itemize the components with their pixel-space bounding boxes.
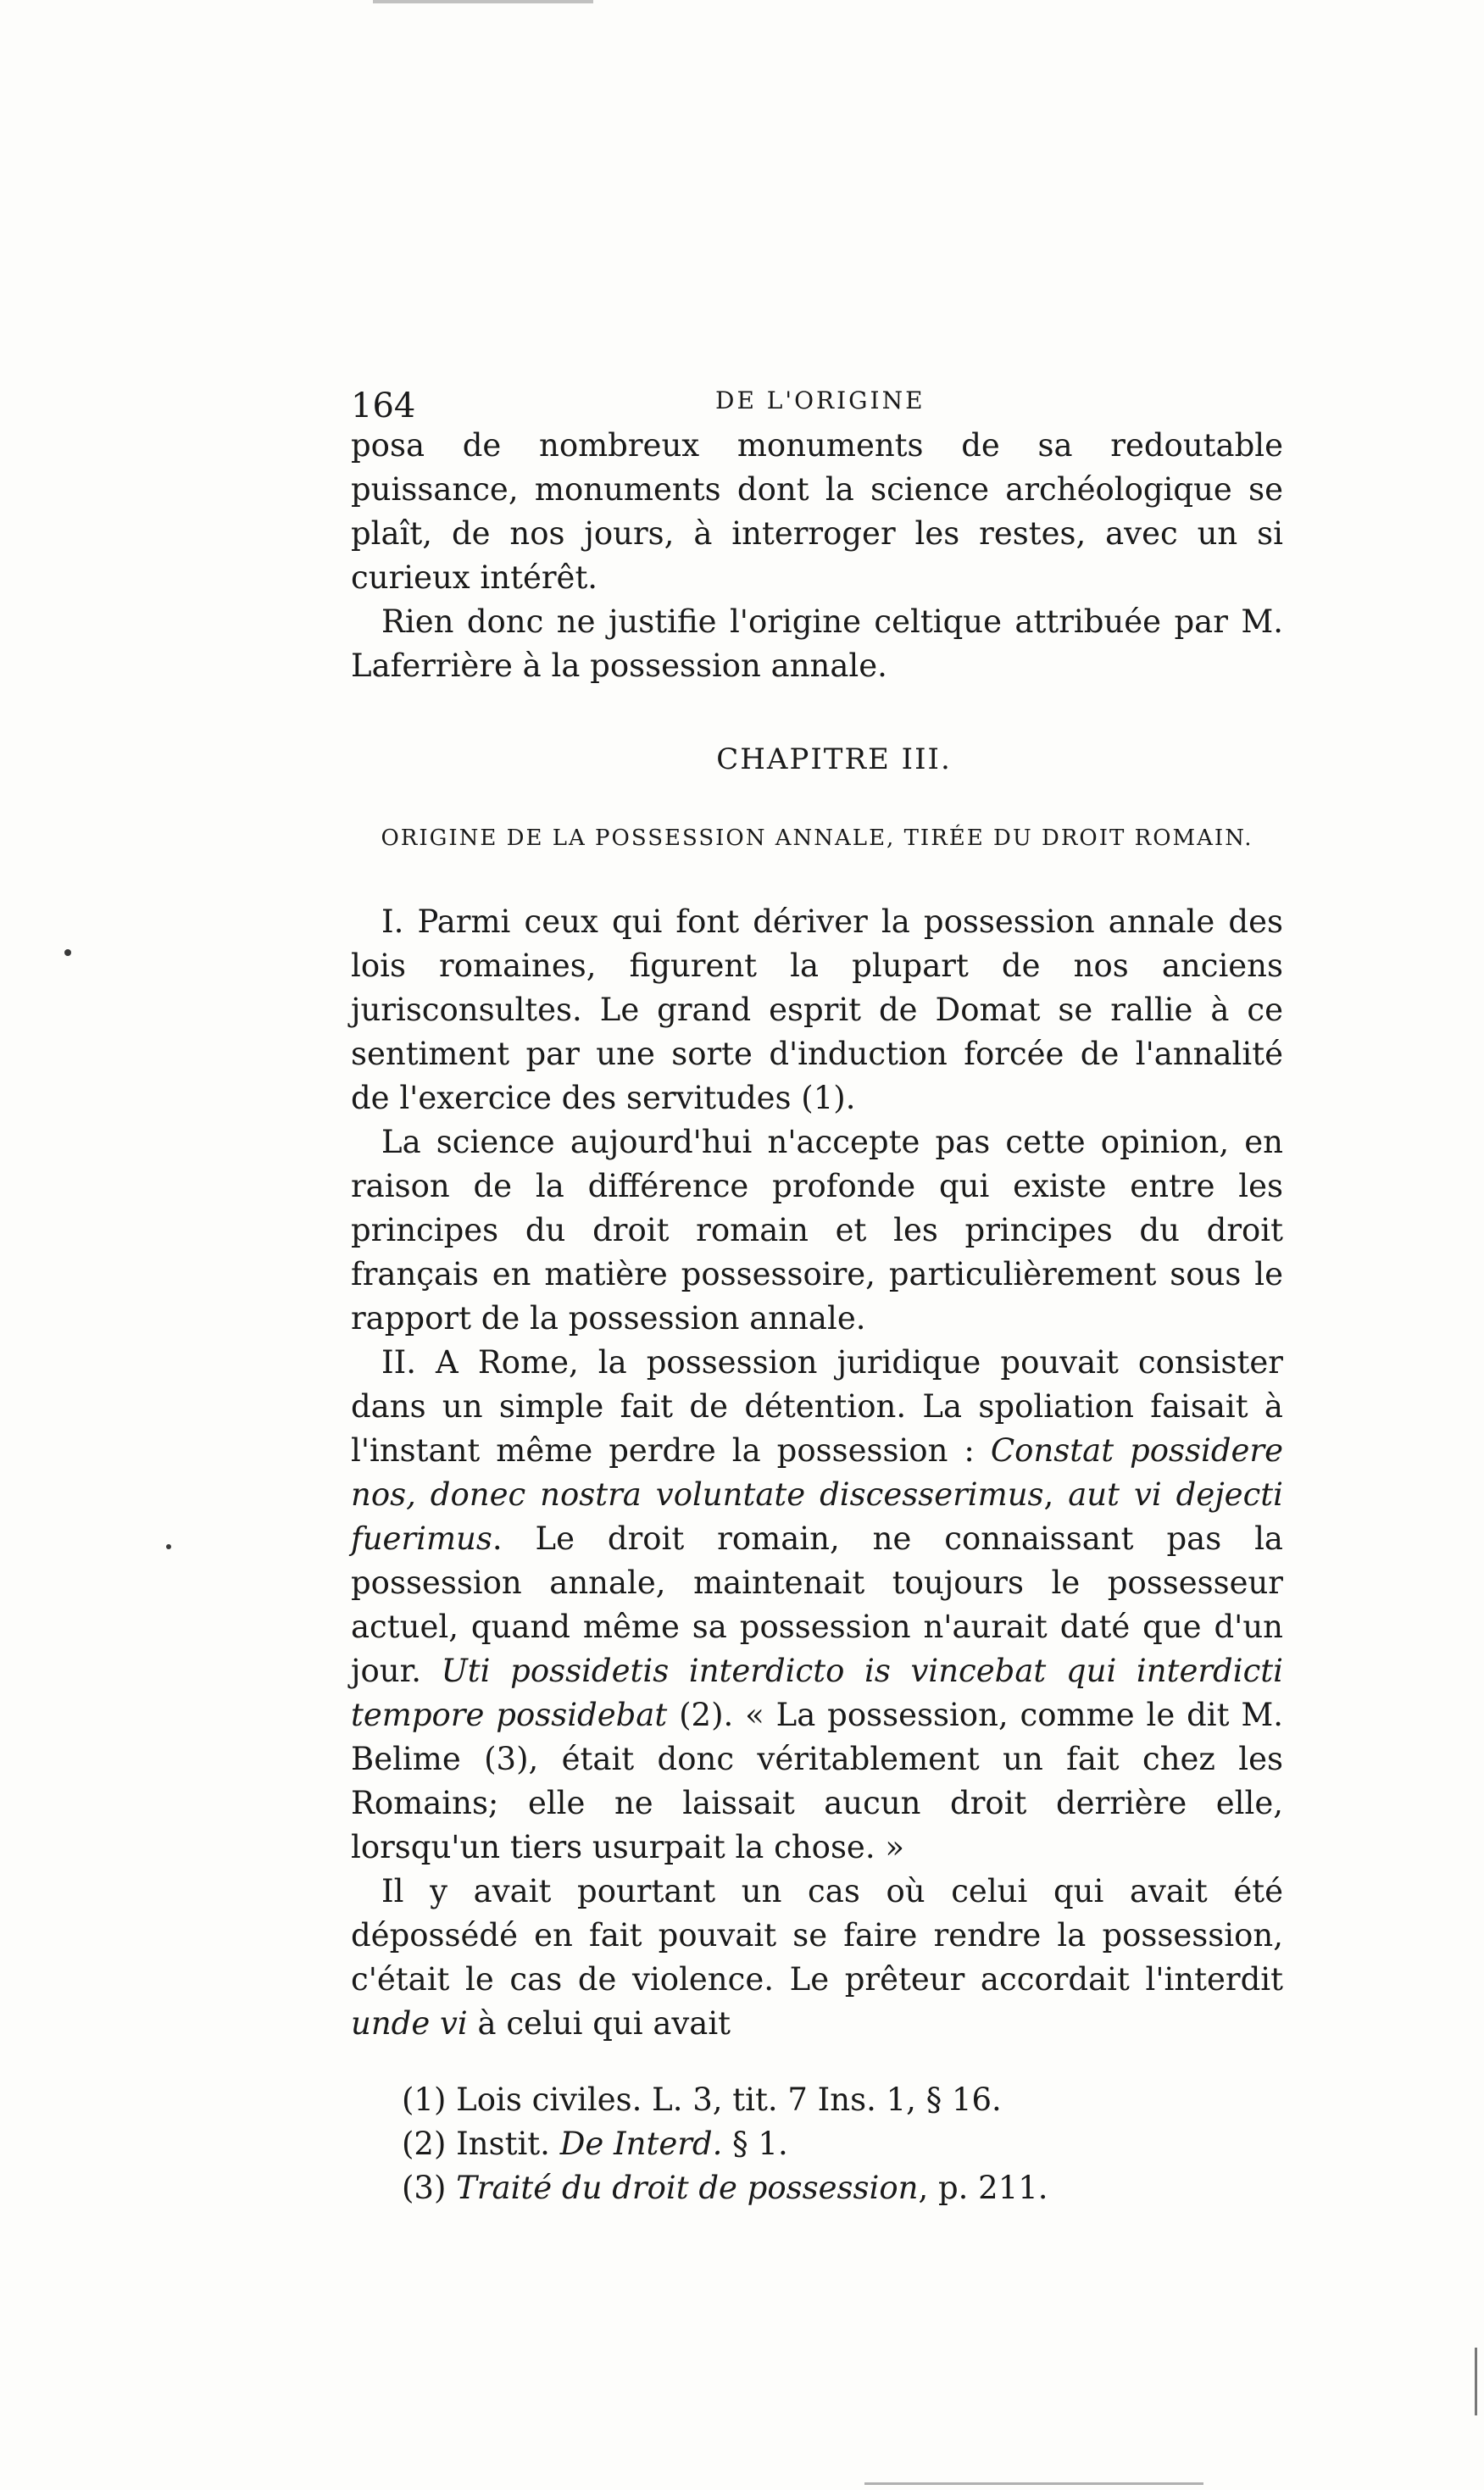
text-run: (2). « La possession, comme le dit M. Belime (3), était donc véritablement un fait chez les Romains; elle ne laissait aucun droit derrière elle, lorsqu'un tiers usurpait la chose. » [351, 1697, 1283, 1865]
footnote-3-title: Traité du droit de possession [456, 2170, 919, 2206]
section-2-paragraph-1 [351, 1341, 1283, 1870]
text-run: (3) [402, 2170, 457, 2206]
section-1-paragraph-2: La science aujourd'hui n'accepte pas cette opinion, en raison de la différence profonde qui existe entre les principes du droit romain et les principes du droit français en matière possessoire, particulièrement sous le rapport de la possession annale. [351, 1124, 1283, 1337]
text-run: II. A Rome, la possession juridique pouvait consister dans un simple fait de détention. La spoliation faisait à l'instant même perdre la possession : [351, 1344, 1283, 1469]
bottom-edge-rule [864, 2482, 1203, 2485]
latin-quote-3: Uti possidetis interdicto is vincebat qui interdicti tempore possidebat [351, 1653, 1283, 1733]
footnote-2-title: De Interd. [559, 2126, 723, 2162]
running-title: DE L'ORIGINE [715, 386, 925, 414]
footnotes [351, 2078, 1283, 2210]
book-page [351, 364, 1283, 2210]
latin-quote-1: Constat possidere nos, donec nostra voluntate discesserimus [351, 1432, 1283, 1513]
footnote-2 [402, 2122, 1283, 2166]
intro-paragraph-2: Rien donc ne justifie l'origine celtique attribuée par M. Laferrière à la possession annale. [351, 603, 1283, 684]
chapter-subtitle: ORIGINE DE LA POSSESSION ANNALE, TIRÉE DU DROIT ROMAIN. [381, 825, 1253, 851]
text-run: . Le droit romain, ne connaissant pas la possession annale, maintenait toujours le possesseur actuel, quand même sa possession n'aurait daté que d'un jour. [351, 1520, 1283, 1689]
margin-dot [64, 949, 71, 956]
chapter-title: CHAPITRE III. [716, 742, 952, 776]
scan-edge-line [1475, 2348, 1477, 2415]
text-run: , p. 211. [918, 2170, 1048, 2206]
footnote-3 [402, 2166, 1283, 2210]
running-head [351, 364, 1283, 424]
top-edge-rule [373, 0, 593, 3]
section-1-paragraph-1: I. Parmi ceux qui font dériver la possession annale des lois romaines, figurent la plupart de nos anciens jurisconsultes. Le grand esprit de Domat se rallie à ce sentiment par une sorte d'induction forcée de l'annalité de l'exercice des servitudes (1). [351, 903, 1283, 1116]
latin-quote-2: aut vi dejecti fuerimus [351, 1476, 1284, 1557]
page-number: 164 [351, 386, 416, 425]
text-run: § 1. [722, 2126, 788, 2162]
latin-term: unde vi [351, 2005, 468, 2042]
text-run: Il y avait pourtant un cas où celui qui avait été dépossédé en fait pouvait se faire rendre la possession, c'était le cas de violence. Le prêteur accordait l'interdit [351, 1873, 1283, 1998]
section-2-paragraph-2 [351, 1870, 1283, 2046]
footnote-1: (1) Lois civiles. L. 3, tit. 7 Ins. 1, § 16. [402, 2081, 1002, 2118]
margin-dot [166, 1544, 171, 1549]
text-run: , [1043, 1476, 1069, 1513]
text-run: (2) Instit. [402, 2126, 560, 2162]
intro-paragraph-1: posa de nombreux monuments de sa redoutable puissance, monuments dont la science archéologique se plaît, de nos jours, à interroger les restes, avec un si curieux intérêt. [351, 427, 1283, 596]
text-run: à celui qui avait [467, 2005, 731, 2042]
